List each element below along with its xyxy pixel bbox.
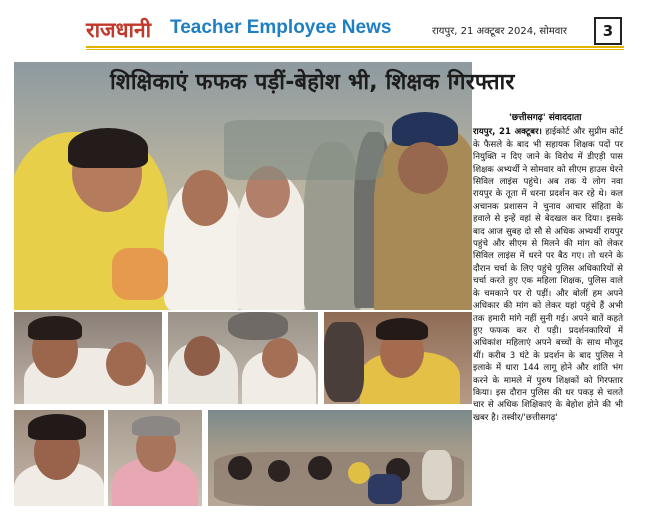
headline: शिक्षिकाएं फफक पड़ीं-बेहोश भी, शिक्षक गिरफ्तार bbox=[110, 70, 515, 95]
article-body-text: हाईकोर्ट और सुप्रीम कोर्ट के फैसले के बाद भी सहायक शिक्षक पदों पर नियुक्ति न दिए जाने के विरोध में डीएड़ी पास शिक्षक अभ्यर्थी ने सोमवार को सीएम हाउस घेरने सिविल लाइंस पहुंचे। अब तक ये लोग नवा रायपुर के तूता में धरना प्रदर्शन कर रहे थे। कल अचानक प्रशासन ने चुनाव आचार संहिता के हवाले से इन्हें वहां से बेदखल कर दिया। इसके बाद आज सुबह दो सौ से अधिक अभ्यर्थी रायपुर पहुंचे और सीएम से मिलने की मांग को लेकर सिविल लाइंस में धरने पर बैठ गए। तो धरने के दौरान चर्चा के लिए पहुंचे पुलिस अधिकारियों से चर्चा करते हुए एक महिला शिक्षक, पुलिस वाले के चमकाने पर रो पड़ीं। और बोलीं हम अपने अधिकार की मांग को लेकर यहां पहुंचे हैं अभी तक हमारी मांगे नहीं सुनी गई। अपने बातें कहते हुए फफक कर रो पड़ी। प्रदर्शनकारियों में अधिकांश महिलाएं अपने बच्चों के साथ मौजूद थीं। करीब 3 घंटे के प्रदर्शन के बाद पुलिस ने इलाके में धारा 144 लागू होने और शांति भंग करने के मामले में पुरुष शिक्षकों को गिरफ्तार किया। इस दौरान पुलिस की धर पकड़ से चलते चार से अधिक शिक्षिकाएं के बेहोश होने की भी खबर है। तस्वीर/'छत्तीसगढ़' bbox=[473, 127, 624, 423]
photo-woman-shouting bbox=[14, 410, 104, 506]
masthead-rule bbox=[86, 46, 624, 48]
dateline: रायपुर, 21 अक्टूबर 2024, सोमवार bbox=[432, 26, 567, 37]
masthead bbox=[0, 0, 661, 50]
article-text-column bbox=[473, 112, 623, 424]
dateline-lead: रायपुर, 21 अक्टूबर। bbox=[473, 127, 542, 138]
article-body bbox=[473, 126, 623, 424]
newspaper-name: Teacher Employee News bbox=[170, 17, 392, 38]
section-title: राजधानी bbox=[86, 18, 152, 42]
photo-main-protest-crying-women-police bbox=[14, 62, 472, 310]
photo-women-seated-crying bbox=[168, 312, 318, 404]
byline: 'छत्तीसगढ़' संवाददाता bbox=[509, 113, 582, 123]
photo-woman-crying-yellow-dupatta bbox=[324, 312, 472, 404]
photo-crowd-sit-in bbox=[208, 410, 472, 506]
photo-woman-crying-left bbox=[14, 312, 162, 404]
masthead-rule-thin bbox=[86, 49, 624, 50]
photo-woman-covering-face bbox=[108, 410, 202, 506]
page-number: 3 bbox=[594, 17, 622, 45]
